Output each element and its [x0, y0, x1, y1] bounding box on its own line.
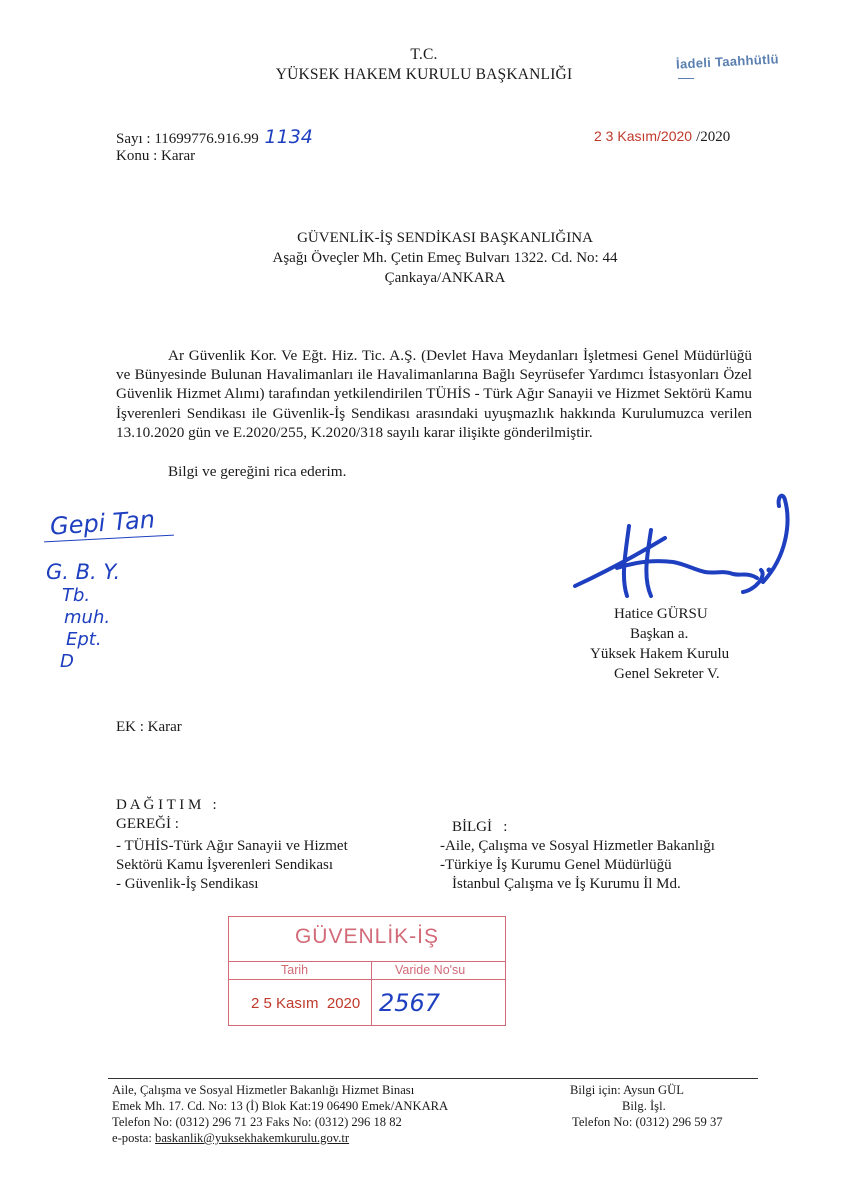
- gereği-item: Sektörü Kamu İşverenleri Sendikası: [116, 857, 334, 873]
- konu-row: [116, 147, 195, 166]
- gereği-item: - TÜHİS-Türk Ağır Sanayii ve Hizmet: [116, 838, 348, 854]
- footer-email-row: [112, 1130, 349, 1146]
- signatory-title: Genel Sekreter V.: [614, 666, 720, 682]
- stamp-divider: [229, 979, 505, 980]
- footer-info-title: Bilg. İşl.: [622, 1099, 666, 1113]
- attachment-label: EK: [116, 719, 136, 735]
- date-row: [594, 128, 730, 147]
- body-paragraph: Ar Güvenlik Kor. Ve Eğt. Hiz. Tic. A.Ş. (Devlet Hava Meydanları İşletmesi Genel Müdürlüğü ve Bünyesinde Bulunan Havalimanları ile Havalimanlarına Bağlı Seyrüsefer Yardımcı İstasyonları Özel Güvenlik Hizmet Alımı) tarafından yetkilendirilen TÜHİS - Türk Ağır Sanayii ve Hizmet Sektörü Kamu İşverenleri Sendikası ile Güvenlik-İş Sendikası arasındaki uyuşmazlık hakkında Kurulumuzca verilen 13.10.2020 gün ve E.2020/255, K.2020/318 sayılı karar ilişikte gönderilmiştir.: [116, 347, 752, 441]
- attachment-value: : Karar: [139, 719, 182, 735]
- konu-value: : Karar: [153, 148, 196, 164]
- note-line: Ept.: [66, 629, 102, 650]
- note-line: muh.: [64, 607, 111, 628]
- signatory-title: Başkan a.: [630, 626, 689, 642]
- signature-icon: [555, 486, 805, 616]
- bilgi-label: BİLGİ :: [452, 819, 508, 835]
- konu-label: Konu: [116, 148, 150, 164]
- note-line: D: [60, 651, 74, 672]
- sayi-row: [116, 128, 313, 149]
- signatory-title: Yüksek Hakem Kurulu: [590, 646, 730, 662]
- recipient-city: Çankaya/ANKARA: [384, 270, 506, 286]
- handwritten-note: [49, 506, 156, 539]
- stamp-divider: [229, 961, 505, 962]
- footer-info-phone: Telefon No: (0312) 296 59 37: [572, 1115, 723, 1129]
- header-tc: T.C.: [410, 46, 438, 63]
- bilgi-item: -Türkiye İş Kurumu Genel Müdürlüğü: [440, 857, 672, 873]
- stamp-underline: [678, 78, 694, 79]
- recipient-name: GÜVENLİK-İŞ SENDİKASI BAŞKANLIĞINA: [297, 230, 593, 246]
- gereği-item: - Güvenlik-İş Sendikası: [116, 876, 259, 892]
- signatory-name: Hatice GÜRSU: [614, 606, 708, 622]
- footer-phone: Telefon No: (0312) 296 71 23 Faks No: (0312) 296 18 82: [112, 1115, 402, 1129]
- stamp-col-date-label: Tarih: [281, 963, 309, 977]
- receipt-stamp: [228, 916, 506, 1026]
- sayi-label: Sayı: [116, 131, 143, 147]
- body-closing: Bilgi ve gereğini rica ederim.: [168, 463, 347, 480]
- attachment-row: [116, 718, 182, 737]
- distribution-heading: D A Ğ I T I M :: [116, 797, 217, 813]
- note-line: G. B. Y.: [46, 560, 121, 584]
- bilgi-item: -Aile, Çalışma ve Sosyal Hizmetler Bakanlığı: [440, 838, 715, 854]
- footer-address: Emek Mh. 17. Cd. No: 13 (İ) Blok Kat:19 06490 Emek/ANKARA: [112, 1099, 449, 1113]
- footer-address: Aile, Çalışma ve Sosyal Hizmetler Bakanlığı Hizmet Binası: [112, 1083, 415, 1097]
- stamp-col-number-label: Varide No'su: [395, 963, 466, 977]
- footer-info-contact: Bilgi için: Aysun GÜL: [570, 1083, 684, 1097]
- footer-email-link[interactable]: baskanlik@yuksekhakemkurulu.gov.tr: [155, 1131, 350, 1145]
- registered-mail-stamp: İadeli Taahhütlü: [675, 51, 780, 72]
- note-line: Tb.: [62, 585, 91, 606]
- bilgi-item: İstanbul Çalışma ve İş Kurumu İl Md.: [452, 876, 681, 892]
- footer-email-label: e-posta:: [112, 1131, 156, 1145]
- date-stamp: 2 3 Kasım/2020: [594, 128, 693, 144]
- stamp-number: 2567: [379, 989, 441, 1017]
- header-institution: YÜKSEK HAKEM KURULU BAŞKANLIĞI: [275, 66, 573, 83]
- footer-divider: [108, 1078, 758, 1079]
- recipient-address: Aşağı Öveçler Mh. Çetin Emeç Bulvarı 1322. Cd. No: 44: [272, 250, 618, 266]
- stamp-date: 2 5 Kasım 2020: [251, 995, 361, 1012]
- sayi-handwritten: 1134: [264, 126, 313, 148]
- note-line: Gepi Tan: [49, 505, 156, 541]
- sayi-value: : 11699776.916.99: [146, 131, 259, 147]
- stamp-divider: [371, 961, 372, 1025]
- gereği-label: GEREĞİ :: [116, 816, 179, 832]
- receipt-stamp-title: GÜVENLİK-İŞ: [294, 925, 440, 948]
- date-suffix: /2020: [696, 129, 731, 145]
